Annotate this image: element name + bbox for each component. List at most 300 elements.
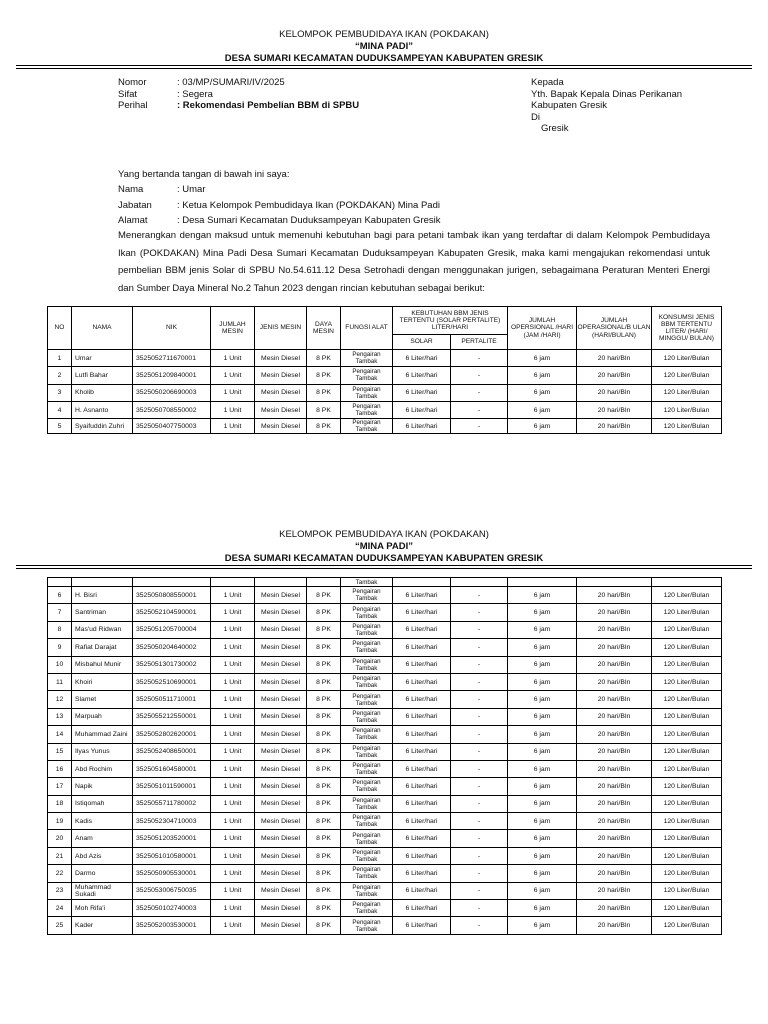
row-nama: H. Asnanto	[72, 401, 133, 418]
row-nik: 3525053006750035	[133, 882, 211, 899]
row-nama: Istiqomah	[72, 795, 133, 812]
row-jumlah-mesin: 1 Unit	[211, 778, 255, 795]
row-daya-mesin: 8 PK	[307, 760, 341, 777]
row-fungsi-alat: Pengairan Tambak	[341, 900, 393, 917]
row-fungsi-alat: Pengairan Tambak	[341, 384, 393, 401]
row-solar: 6 Liter/hari	[393, 656, 451, 673]
row-ops-hari: 6 jam	[508, 604, 577, 621]
row-konsumsi: 120 Liter/Bulan	[652, 900, 722, 917]
row-pertalite: -	[451, 795, 508, 812]
row-daya-mesin: 8 PK	[307, 900, 341, 917]
table-row	[48, 367, 722, 384]
row-no: 1	[48, 350, 72, 367]
row-nik: 3525050708550002	[133, 401, 211, 418]
row-pertalite: -	[451, 882, 508, 899]
row-jumlah-mesin: 1 Unit	[211, 882, 255, 899]
col-jenis-mesin: JENIS MESIN	[255, 307, 307, 350]
row-jumlah-mesin: 1 Unit	[211, 621, 255, 638]
row-nama: Napik	[72, 778, 133, 795]
row-jumlah-mesin: 1 Unit	[211, 743, 255, 760]
row-jenis-mesin: Mesin Diesel	[255, 917, 307, 934]
row-ops-hari: 6 jam	[508, 384, 577, 401]
row-jumlah-mesin: 1 Unit	[211, 639, 255, 656]
row-nik: 3525051209840001	[133, 367, 211, 384]
row-konsumsi: 120 Liter/Bulan	[652, 621, 722, 638]
row-pertalite: -	[451, 656, 508, 673]
row-nama: Rafiat Darajat	[72, 639, 133, 656]
row-pertalite: -	[451, 847, 508, 864]
continuation-cell	[451, 578, 508, 587]
row-daya-mesin: 8 PK	[307, 673, 341, 690]
table-row	[48, 604, 722, 621]
row-ops-bulan: 20 hari/Bln	[577, 743, 652, 760]
row-daya-mesin: 8 PK	[307, 813, 341, 830]
perihal-value: : Rekomendasi Pembelian BBM di SPBU	[177, 100, 360, 111]
row-ops-bulan: 20 hari/Bln	[577, 760, 652, 777]
row-fungsi-alat: Pengairan Tambak	[341, 367, 393, 384]
row-nama: Kadis	[72, 813, 133, 830]
row-no: 11	[48, 673, 72, 690]
row-ops-bulan: 20 hari/Bln	[577, 847, 652, 864]
row-daya-mesin: 8 PK	[307, 795, 341, 812]
row-ops-hari: 6 jam	[508, 813, 577, 830]
row-jumlah-mesin: 1 Unit	[211, 847, 255, 864]
row-daya-mesin: 8 PK	[307, 656, 341, 673]
row-jenis-mesin: Mesin Diesel	[255, 726, 307, 743]
row-konsumsi: 120 Liter/Bulan	[652, 865, 722, 882]
row-fungsi-alat: Pengairan Tambak	[341, 830, 393, 847]
fuel-needs-table-page1	[47, 306, 722, 434]
row-solar: 6 Liter/hari	[393, 419, 451, 434]
letterhead-line2: “MINA PADI”	[354, 41, 414, 52]
row-nik: 3525051011590001	[133, 778, 211, 795]
continuation-cell	[72, 578, 133, 587]
table-row	[48, 656, 722, 673]
sifat-value: : Segera	[177, 88, 213, 100]
row-daya-mesin: 8 PK	[307, 708, 341, 725]
table-row	[48, 691, 722, 708]
row-jenis-mesin: Mesin Diesel	[255, 691, 307, 708]
row-jenis-mesin: Mesin Diesel	[255, 900, 307, 917]
col-nama: NAMA	[72, 307, 133, 350]
recipient-line5: Gresik	[541, 123, 569, 134]
row-jumlah-mesin: 1 Unit	[211, 419, 255, 434]
row-no: 22	[48, 865, 72, 882]
row-jumlah-mesin: 1 Unit	[211, 795, 255, 812]
row-nik: 3525050102740003	[133, 900, 211, 917]
sifat-label: Sifat	[118, 88, 138, 100]
row-ops-bulan: 20 hari/Bln	[577, 401, 652, 418]
row-ops-bulan: 20 hari/Bln	[577, 673, 652, 690]
row-pertalite: -	[451, 726, 508, 743]
row-no: 3	[48, 384, 72, 401]
letterhead-line1: KELOMPOK PEMBUDIDAYA IKAN (POKDAKAN)	[279, 29, 489, 40]
row-solar: 6 Liter/hari	[393, 882, 451, 899]
letter-meta-values	[177, 77, 359, 112]
row-solar: 6 Liter/hari	[393, 917, 451, 934]
col-konsumsi: KONSUMSI JENIS BBM TERTENTU LITER/ (HARI/ MINGGU/ BULAN)	[652, 307, 722, 350]
row-jumlah-mesin: 1 Unit	[211, 604, 255, 621]
row-ops-bulan: 20 hari/Bln	[577, 795, 652, 812]
row-jenis-mesin: Mesin Diesel	[255, 604, 307, 621]
nama-label: Nama	[118, 184, 144, 195]
row-solar: 6 Liter/hari	[393, 587, 451, 604]
row-solar: 6 Liter/hari	[393, 708, 451, 725]
col-no: NO	[48, 307, 72, 350]
row-konsumsi: 120 Liter/Bulan	[652, 847, 722, 864]
row-daya-mesin: 8 PK	[307, 847, 341, 864]
row-jumlah-mesin: 1 Unit	[211, 401, 255, 418]
row-no: 2	[48, 367, 72, 384]
row-no: 23	[48, 882, 72, 899]
row-nama: Lutfi Bahar	[72, 367, 133, 384]
recipient-line3: Kabupaten Gresik	[531, 100, 608, 111]
row-fungsi-alat: Pengairan Tambak	[341, 691, 393, 708]
row-daya-mesin: 8 PK	[307, 639, 341, 656]
continuation-cell	[211, 578, 255, 587]
letterhead-page2	[0, 529, 768, 565]
row-daya-mesin: 8 PK	[307, 917, 341, 934]
table-row	[48, 401, 722, 418]
row-jenis-mesin: Mesin Diesel	[255, 865, 307, 882]
row-ops-hari: 6 jam	[508, 708, 577, 725]
row-ops-hari: 6 jam	[508, 830, 577, 847]
row-ops-hari: 6 jam	[508, 587, 577, 604]
row-konsumsi: 120 Liter/Bulan	[652, 882, 722, 899]
row-solar: 6 Liter/hari	[393, 865, 451, 882]
row-pertalite: -	[451, 830, 508, 847]
row-fungsi-alat: Pengairan Tambak	[341, 639, 393, 656]
row-daya-mesin: 8 PK	[307, 743, 341, 760]
row-konsumsi: 120 Liter/Bulan	[652, 708, 722, 725]
continuation-cell	[307, 578, 341, 587]
row-no: 18	[48, 795, 72, 812]
row-no: 13	[48, 708, 72, 725]
row-no: 16	[48, 760, 72, 777]
row-solar: 6 Liter/hari	[393, 830, 451, 847]
row-konsumsi: 120 Liter/Bulan	[652, 813, 722, 830]
perihal-label: Perihal	[118, 100, 148, 111]
row-fungsi-alat: Pengairan Tambak	[341, 604, 393, 621]
row-no: 17	[48, 778, 72, 795]
row-solar: 6 Liter/hari	[393, 604, 451, 621]
row-pertalite: -	[451, 691, 508, 708]
row-jenis-mesin: Mesin Diesel	[255, 639, 307, 656]
row-jumlah-mesin: 1 Unit	[211, 917, 255, 934]
row-solar: 6 Liter/hari	[393, 760, 451, 777]
row-jenis-mesin: Mesin Diesel	[255, 587, 307, 604]
row-ops-hari: 6 jam	[508, 760, 577, 777]
table-row	[48, 760, 722, 777]
fuel-needs-table-page2	[47, 577, 722, 935]
row-nama: Mas'ud Ridwan	[72, 621, 133, 638]
row-ops-bulan: 20 hari/Bln	[577, 587, 652, 604]
row-ops-hari: 6 jam	[508, 401, 577, 418]
row-nama: Anam	[72, 830, 133, 847]
row-nik: 3525052104590001	[133, 604, 211, 621]
row-jenis-mesin: Mesin Diesel	[255, 367, 307, 384]
row-ops-hari: 6 jam	[508, 900, 577, 917]
table-row	[48, 384, 722, 401]
row-no: 10	[48, 656, 72, 673]
row-no: 9	[48, 639, 72, 656]
row-solar: 6 Liter/hari	[393, 847, 451, 864]
row-ops-bulan: 20 hari/Bln	[577, 691, 652, 708]
row-nik: 3525050808550001	[133, 587, 211, 604]
continuation-cell	[652, 578, 722, 587]
row-jenis-mesin: Mesin Diesel	[255, 708, 307, 725]
row-konsumsi: 120 Liter/Bulan	[652, 778, 722, 795]
col-pertalite: PERTALITE	[451, 335, 508, 350]
row-konsumsi: 120 Liter/Bulan	[652, 384, 722, 401]
row-no: 5	[48, 419, 72, 434]
table-row	[48, 900, 722, 917]
table-row	[48, 865, 722, 882]
letterhead-line3: DESA SUMARI KECAMATAN DUDUKSAMPEYAN KABUPATEN GRESIK	[224, 53, 544, 64]
row-ops-hari: 6 jam	[508, 847, 577, 864]
continuation-cell	[393, 578, 451, 587]
row-pertalite: -	[451, 621, 508, 638]
row-jumlah-mesin: 1 Unit	[211, 367, 255, 384]
row-jumlah-mesin: 1 Unit	[211, 830, 255, 847]
row-nik: 3525052003530001	[133, 917, 211, 934]
row-jumlah-mesin: 1 Unit	[211, 813, 255, 830]
row-nama: H. Bisri	[72, 587, 133, 604]
row-ops-bulan: 20 hari/Bln	[577, 367, 652, 384]
table-row	[48, 639, 722, 656]
row-nama: Abd Azis	[72, 847, 133, 864]
row-nama: Santriman	[72, 604, 133, 621]
row-solar: 6 Liter/hari	[393, 367, 451, 384]
row-nama: Darmo	[72, 865, 133, 882]
col-ops-bulan: JUMLAH OPERASIONAL/B ULAN (HARI/BULAN)	[577, 307, 652, 350]
row-jenis-mesin: Mesin Diesel	[255, 350, 307, 367]
row-nik: 3525051301730002	[133, 656, 211, 673]
row-jumlah-mesin: 1 Unit	[211, 865, 255, 882]
row-konsumsi: 120 Liter/Bulan	[652, 587, 722, 604]
row-konsumsi: 120 Liter/Bulan	[652, 760, 722, 777]
row-nama: Slamet	[72, 691, 133, 708]
row-jumlah-mesin: 1 Unit	[211, 760, 255, 777]
row-nama: Umar	[72, 350, 133, 367]
table-row	[48, 587, 722, 604]
row-daya-mesin: 8 PK	[307, 401, 341, 418]
row-no: 7	[48, 604, 72, 621]
table-row	[48, 778, 722, 795]
row-solar: 6 Liter/hari	[393, 726, 451, 743]
recipient-line1: Kepada	[531, 77, 564, 88]
row-daya-mesin: 8 PK	[307, 830, 341, 847]
nomor-value: : 03/MP/SUMARI/IV/2025	[177, 77, 285, 88]
table-row	[48, 795, 722, 812]
row-no: 19	[48, 813, 72, 830]
row-ops-hari: 6 jam	[508, 882, 577, 899]
row-nama: Kholib	[72, 384, 133, 401]
row-daya-mesin: 8 PK	[307, 778, 341, 795]
row-fungsi-alat: Pengairan Tambak	[341, 350, 393, 367]
row-daya-mesin: 8 PK	[307, 367, 341, 384]
row-nik: 3525055212550001	[133, 708, 211, 725]
table-row	[48, 830, 722, 847]
row-solar: 6 Liter/hari	[393, 621, 451, 638]
row-ops-hari: 6 jam	[508, 367, 577, 384]
row-konsumsi: 120 Liter/Bulan	[652, 830, 722, 847]
row-jumlah-mesin: 1 Unit	[211, 384, 255, 401]
continuation-cell	[577, 578, 652, 587]
row-fungsi-alat: Pengairan Tambak	[341, 760, 393, 777]
row-solar: 6 Liter/hari	[393, 691, 451, 708]
row-pertalite: -	[451, 350, 508, 367]
jabatan-value: : Ketua Kelompok Pembudidaya Ikan (POKDAKAN) Mina Padi	[177, 200, 440, 211]
row-fungsi-alat: Pengairan Tambak	[341, 401, 393, 418]
row-nama: Moh Rifa'i	[72, 900, 133, 917]
letterhead-rule-thin	[16, 568, 752, 569]
row-pertalite: -	[451, 900, 508, 917]
table-row	[48, 743, 722, 760]
row-ops-bulan: 20 hari/Bln	[577, 639, 652, 656]
row-nik: 3525051604580001	[133, 760, 211, 777]
row-fungsi-alat: Pengairan Tambak	[341, 621, 393, 638]
letterhead-line3: DESA SUMARI KECAMATAN DUDUKSAMPEYAN KABUPATEN GRESIK	[224, 553, 544, 564]
row-solar: 6 Liter/hari	[393, 350, 451, 367]
row-nama: Abd Rochim	[72, 760, 133, 777]
row-solar: 6 Liter/hari	[393, 900, 451, 917]
row-jenis-mesin: Mesin Diesel	[255, 384, 307, 401]
row-ops-bulan: 20 hari/Bln	[577, 813, 652, 830]
row-ops-bulan: 20 hari/Bln	[577, 900, 652, 917]
row-jumlah-mesin: 1 Unit	[211, 691, 255, 708]
recipient-line4: Di	[531, 111, 540, 123]
table-row	[48, 726, 722, 743]
row-ops-bulan: 20 hari/Bln	[577, 656, 652, 673]
row-konsumsi: 120 Liter/Bulan	[652, 639, 722, 656]
row-ops-hari: 6 jam	[508, 743, 577, 760]
row-jenis-mesin: Mesin Diesel	[255, 673, 307, 690]
continuation-cell: Tambak	[341, 578, 393, 587]
recipient-line2: Yth. Bapak Kepala Dinas Perikanan	[531, 88, 683, 100]
table-row	[48, 708, 722, 725]
row-solar: 6 Liter/hari	[393, 778, 451, 795]
row-ops-bulan: 20 hari/Bln	[577, 708, 652, 725]
row-solar: 6 Liter/hari	[393, 639, 451, 656]
row-nama: Khoiri	[72, 673, 133, 690]
row-jenis-mesin: Mesin Diesel	[255, 882, 307, 899]
row-fungsi-alat: Pengairan Tambak	[341, 587, 393, 604]
row-ops-bulan: 20 hari/Bln	[577, 384, 652, 401]
row-nik: 3525050204640002	[133, 639, 211, 656]
row-konsumsi: 120 Liter/Bulan	[652, 604, 722, 621]
row-konsumsi: 120 Liter/Bulan	[652, 743, 722, 760]
row-solar: 6 Liter/hari	[393, 384, 451, 401]
row-jumlah-mesin: 1 Unit	[211, 726, 255, 743]
row-solar: 6 Liter/hari	[393, 673, 451, 690]
row-daya-mesin: 8 PK	[307, 604, 341, 621]
row-konsumsi: 120 Liter/Bulan	[652, 795, 722, 812]
row-ops-bulan: 20 hari/Bln	[577, 419, 652, 434]
row-pertalite: -	[451, 743, 508, 760]
row-jumlah-mesin: 1 Unit	[211, 900, 255, 917]
row-pertalite: -	[451, 587, 508, 604]
row-no: 20	[48, 830, 72, 847]
continuation-cell	[133, 578, 211, 587]
row-pertalite: -	[451, 917, 508, 934]
row-jumlah-mesin: 1 Unit	[211, 656, 255, 673]
nomor-label: Nomor	[118, 77, 147, 88]
row-konsumsi: 120 Liter/Bulan	[652, 917, 722, 934]
row-pertalite: -	[451, 401, 508, 418]
col-fungsi-alat: FUNGSI ALAT	[341, 307, 393, 350]
row-solar: 6 Liter/hari	[393, 401, 451, 418]
row-nik: 3525050206690003	[133, 384, 211, 401]
row-fungsi-alat: Pengairan Tambak	[341, 847, 393, 864]
table-row-continuation	[48, 578, 722, 587]
col-ops-hari: JUMLAH OPERSIONAL /HARI (JAM /HARI)	[508, 307, 577, 350]
row-ops-hari: 6 jam	[508, 656, 577, 673]
row-daya-mesin: 8 PK	[307, 865, 341, 882]
row-no: 14	[48, 726, 72, 743]
row-no: 12	[48, 691, 72, 708]
row-konsumsi: 120 Liter/Bulan	[652, 350, 722, 367]
row-fungsi-alat: Pengairan Tambak	[341, 726, 393, 743]
row-jumlah-mesin: 1 Unit	[211, 673, 255, 690]
row-fungsi-alat: Pengairan Tambak	[341, 795, 393, 812]
table-row	[48, 621, 722, 638]
row-konsumsi: 120 Liter/Bulan	[652, 656, 722, 673]
row-jenis-mesin: Mesin Diesel	[255, 830, 307, 847]
recipient-block	[531, 77, 682, 135]
row-ops-hari: 6 jam	[508, 778, 577, 795]
row-pertalite: -	[451, 778, 508, 795]
row-ops-bulan: 20 hari/Bln	[577, 726, 652, 743]
row-nama: Muhammad Sukadi	[72, 882, 133, 899]
row-ops-bulan: 20 hari/Bln	[577, 621, 652, 638]
row-nama: Ilyas Yunus	[72, 743, 133, 760]
row-nik: 3525051010580001	[133, 847, 211, 864]
col-daya-mesin: DAYA MESIN	[307, 307, 341, 350]
row-solar: 6 Liter/hari	[393, 795, 451, 812]
row-nik: 3525051205700004	[133, 621, 211, 638]
row-no: 6	[48, 587, 72, 604]
alamat-label: Alamat	[118, 215, 148, 226]
row-jenis-mesin: Mesin Diesel	[255, 419, 307, 434]
row-jumlah-mesin: 1 Unit	[211, 350, 255, 367]
table-row	[48, 917, 722, 934]
row-no: 25	[48, 917, 72, 934]
row-nik: 3525051203520001	[133, 830, 211, 847]
row-konsumsi: 120 Liter/Bulan	[652, 419, 722, 434]
table-row	[48, 882, 722, 899]
row-pertalite: -	[451, 604, 508, 621]
row-solar: 6 Liter/hari	[393, 743, 451, 760]
row-ops-bulan: 20 hari/Bln	[577, 865, 652, 882]
row-nik: 3525050511710001	[133, 691, 211, 708]
row-fungsi-alat: Pengairan Tambak	[341, 656, 393, 673]
row-nik: 3525050407750003	[133, 419, 211, 434]
row-konsumsi: 120 Liter/Bulan	[652, 401, 722, 418]
row-nama: Muhammad Zaini	[72, 726, 133, 743]
col-solar: SOLAR	[393, 335, 451, 350]
letterhead-rule	[16, 565, 752, 566]
row-jumlah-mesin: 1 Unit	[211, 587, 255, 604]
row-jenis-mesin: Mesin Diesel	[255, 656, 307, 673]
row-nama: Marpuah	[72, 708, 133, 725]
row-pertalite: -	[451, 419, 508, 434]
row-nik: 3525050905530001	[133, 865, 211, 882]
row-fungsi-alat: Pengairan Tambak	[341, 865, 393, 882]
row-no: 21	[48, 847, 72, 864]
row-jenis-mesin: Mesin Diesel	[255, 760, 307, 777]
row-pertalite: -	[451, 673, 508, 690]
